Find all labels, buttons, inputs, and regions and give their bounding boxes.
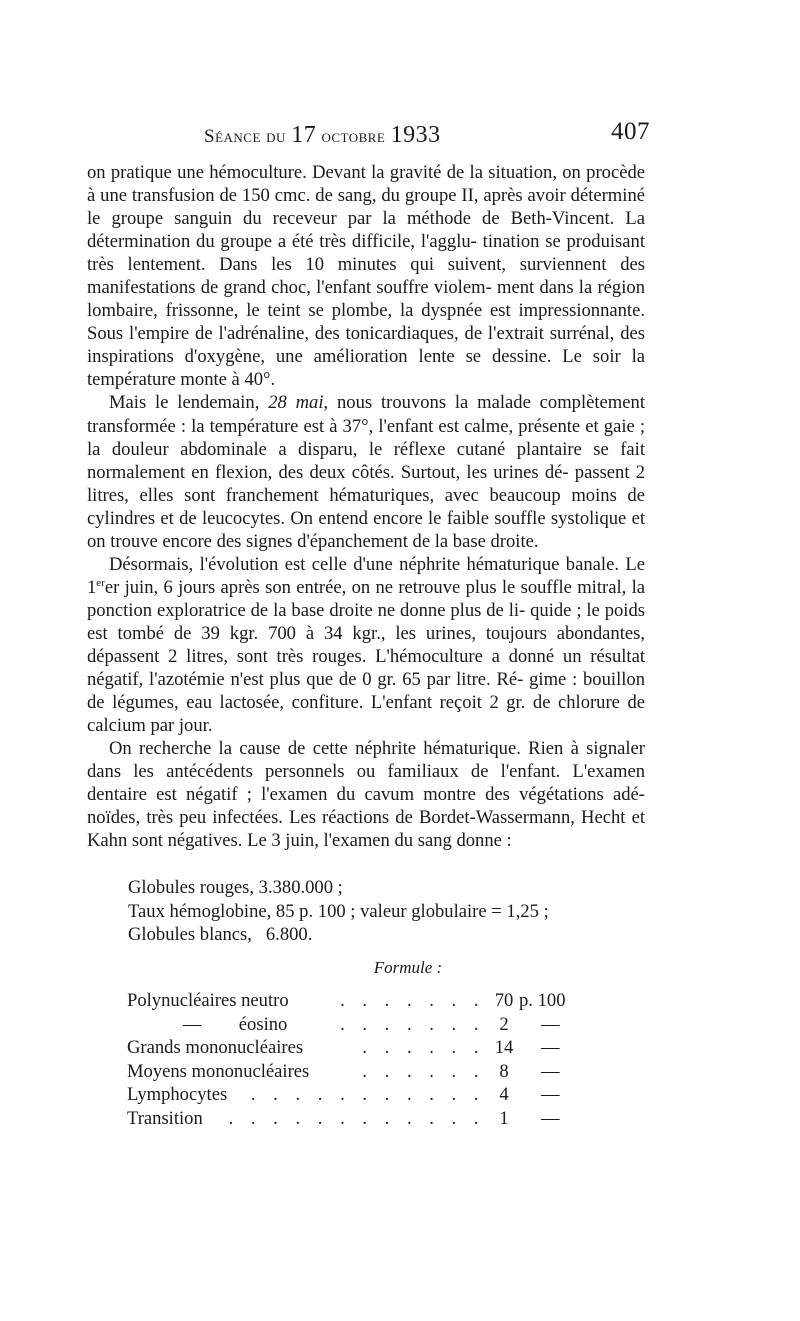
formula-value: 1 xyxy=(499,1107,509,1129)
text-line: gaie ; la douleur abdominale a disparu, le réflexe cutané plantaire se xyxy=(87,415,645,460)
running-head xyxy=(118,118,650,148)
formula-label: Transition xyxy=(127,1107,203,1129)
text-line: systolique et on trouve encore des signes d'épanchement de la base xyxy=(87,507,645,552)
text-line: avoir déterminé le groupe sanguin du receveur par la méthode de xyxy=(87,185,645,230)
running-title-part: Séance du xyxy=(204,126,292,147)
text-line: Mais le lendemain, 28 mai, nous trouvons la malade complètement xyxy=(109,392,645,414)
text-line: surviennent des manifestations de grand choc, l'enfant souffre violem- xyxy=(87,254,645,299)
formula-label: Moyens mononucléaires xyxy=(127,1060,310,1082)
dot-leader: . . . . . . xyxy=(362,1037,485,1059)
text-line: on pratique une hémoculture. Devant la gravité de la situation, on xyxy=(87,162,581,183)
formula-label: Lymphocytes xyxy=(127,1084,228,1106)
formula-label: Grands mononucléaires xyxy=(127,1037,304,1059)
text-line: procède à une transfusion de 150 cmc. de sang, du groupe II, après xyxy=(87,162,645,207)
formula-row xyxy=(127,990,567,1014)
text-line: passent 2 litres, elles sont franchement hématuriques, avec beaucoup xyxy=(87,461,645,506)
text-line: quide ; le poids est tombé de 39 kgr. 700 à 34 kgr., les urines, toujours xyxy=(87,599,645,644)
formula-value: 4 xyxy=(499,1084,509,1106)
body-text xyxy=(87,161,645,852)
formula-label: Polynucléaires neutro xyxy=(127,990,289,1011)
ditto-dash: — xyxy=(541,1013,560,1035)
text-line: On recherche la cause de cette néphrite hématurique. Rien à signaler xyxy=(109,738,645,760)
blood-count-line: Taux hémoglobine, 85 p. 100 ; valeur globulaire = 1,25 ; xyxy=(128,900,549,922)
paragraph xyxy=(87,391,645,552)
formula-value: 8 xyxy=(499,1060,509,1082)
text-line: de l'extrait surrénal, des inspirations d'oxygène, une amélioration xyxy=(87,323,645,368)
formula-row xyxy=(127,1037,567,1061)
text-line: Beth-Vincent. La détermination du groupe a été très difficile, l'agglu- xyxy=(87,208,645,253)
text-line: 2 gr. de chlorure de calcium par jour. xyxy=(87,692,645,737)
ditto-dash: — xyxy=(541,1060,560,1082)
formula-value: 2 xyxy=(499,1013,509,1035)
text-line: mitral, la ponction exploratrice de la base droite ne donne plus de li- xyxy=(87,576,645,621)
running-title-part: octobre xyxy=(316,126,391,147)
running-title-day: 17 xyxy=(291,122,317,148)
page-number: 407 xyxy=(611,118,650,145)
dot-leader: . . . . . . xyxy=(362,1060,485,1082)
formule-title: Formule : xyxy=(373,958,443,977)
text-line: et Kahn sont négatives. Le 3 juin, l'examen du sang donne : xyxy=(87,807,645,852)
blood-count-line: Globules blancs, 6.800. xyxy=(128,924,313,945)
text-line: tination se produisant très lentement. Dans les 10 minutes qui suivent, xyxy=(87,231,645,276)
formula-row xyxy=(127,1014,567,1038)
formula-row xyxy=(127,1084,567,1108)
formula-unit: p. 100 xyxy=(519,990,566,1011)
text-line: moins de cylindres et de leucocytes. On entend encore le faible souffle xyxy=(87,484,645,529)
blood-count-line: Globules rouges, 3.380.000 ; xyxy=(128,877,343,898)
ditto-dash: — xyxy=(541,1037,560,1059)
text-line: est impressionnante. Sous l'empire de l'adrénaline, des tonicardiaques, xyxy=(87,300,645,345)
text-line: abondantes, dépassent 2 litres, sont très rouges. L'hémoculture a donné xyxy=(87,622,645,667)
dot-leader: . . . . . . . . . . . xyxy=(250,1084,485,1106)
text-line: transformée : la température est à 37°, l'enfant est calme, présente et xyxy=(87,415,599,437)
formula-table xyxy=(127,990,567,1132)
paragraph xyxy=(87,737,645,852)
dot-leader: . . . . . . . . . . . . xyxy=(228,1107,485,1129)
paragraph xyxy=(87,161,645,391)
text-line: droite. xyxy=(490,530,539,552)
dot-leader: . . . . . . . xyxy=(340,990,485,1011)
ditto-dash: — xyxy=(541,1107,560,1129)
text-line: Désormais, l'évolution est celle d'une néphrite hématurique banale. xyxy=(109,553,619,575)
running-title xyxy=(204,122,441,149)
formula-value: 70 xyxy=(494,990,514,1011)
formula-row xyxy=(127,1061,567,1085)
text-line: dans les antécédents personnels ou familiaux de l'enfant. L'examen xyxy=(87,761,645,783)
text-line: lente se dessine. Le soir la température monte à 40°. xyxy=(87,346,646,391)
paragraph xyxy=(87,553,645,737)
formula-label: — éosino xyxy=(183,1013,288,1035)
text-line: dentaire est négatif ; l'examen du cavum montre des végétations adé- xyxy=(87,784,645,806)
text-line: ment dans la région lombaire, frissonne, le teint se plombe, la dyspnée xyxy=(87,277,645,322)
blood-count xyxy=(128,876,628,947)
text-line: Le 1erer juin, 6 jours après son entrée, on ne retrouve plus le souffle xyxy=(87,553,645,598)
text-line: fait normalement en flexion, des deux côtés. Surtout, les urines dé- xyxy=(87,438,645,483)
text-line: un résultat négatif, l'azotémie n'est plus que de 0 gr. 65 par litre. Ré- xyxy=(87,645,645,691)
ditto-dash: — xyxy=(541,1084,560,1106)
formula-value: 14 xyxy=(494,1037,514,1059)
running-title-year: 1933 xyxy=(390,122,441,148)
dot-leader: . . . . . . . xyxy=(340,1013,485,1035)
formula-row xyxy=(127,1108,567,1132)
text-line: gime : bouillon de légumes, eau lactosée, confiture. L'enfant reçoit xyxy=(87,669,645,714)
text-line: noïdes, très peu infectées. Les réactions de Bordet-Wassermann, Hecht xyxy=(87,807,626,829)
